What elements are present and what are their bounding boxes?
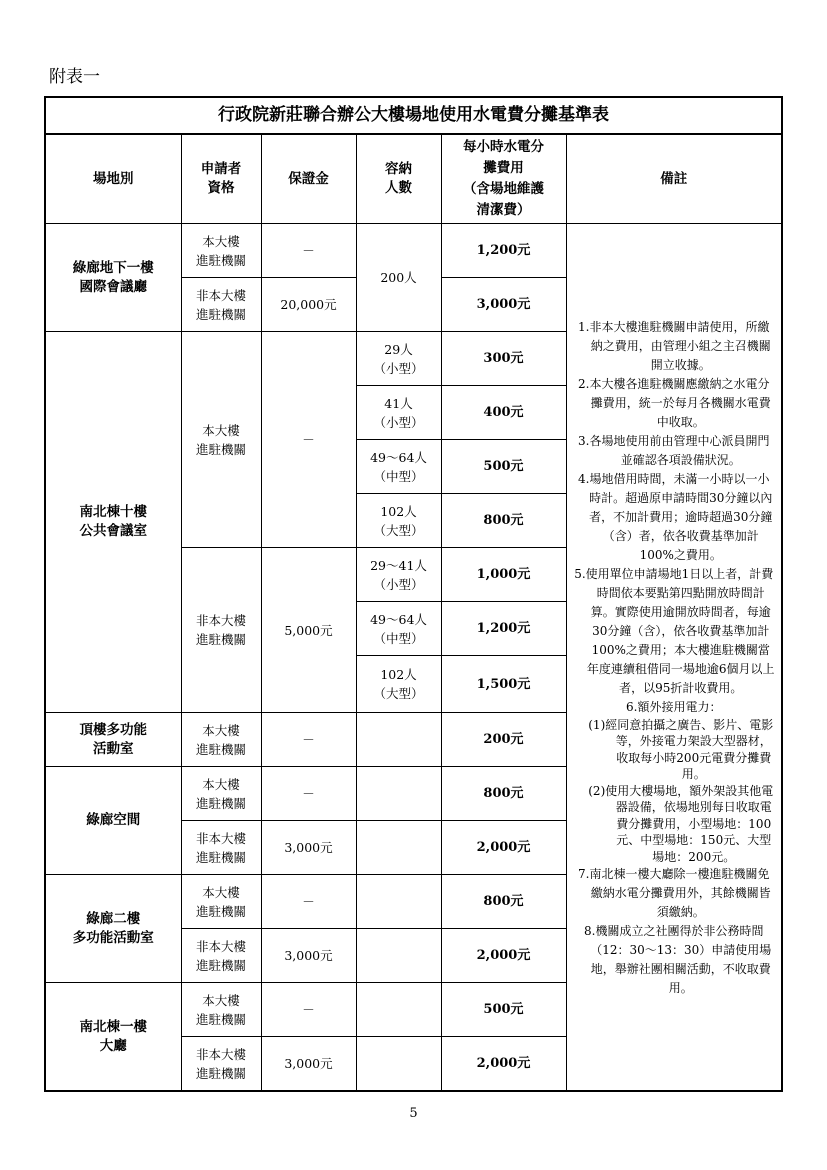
note-6-sub-2: (2)使用大樓場地，額外架設其他電器設備，依場地別每日收取電費分攤費用，小型場地：100元、中型場地：150元、大型場地：200元。 <box>588 783 774 864</box>
deposit-cell: － <box>261 983 356 1037</box>
capacity-cell <box>356 767 441 821</box>
applicant-cell: 本大樓 進駐機關 <box>181 332 261 548</box>
capacity-cell: 41人 （小型） <box>356 386 441 440</box>
fee-table <box>44 96 783 1092</box>
fee-cell: 200元 <box>441 713 566 767</box>
capacity-cell: 29～41人 （小型） <box>356 548 441 602</box>
applicant-cell: 非本大樓 進駐機關 <box>181 548 261 713</box>
header-applicant: 申請者 資格 <box>181 134 261 224</box>
deposit-cell: － <box>261 767 356 821</box>
capacity-cell <box>356 821 441 875</box>
fee-cell: 2,000元 <box>441 1037 566 1092</box>
applicant-cell: 本大樓 進駐機關 <box>181 875 261 929</box>
deposit-cell: 3,000元 <box>261 821 356 875</box>
header-deposit: 保證金 <box>261 134 356 224</box>
capacity-cell <box>356 983 441 1037</box>
applicant-cell: 非本大樓 進駐機關 <box>181 929 261 983</box>
venue-cell: 南北棟一樓 大廳 <box>45 983 181 1092</box>
fee-cell: 2,000元 <box>441 929 566 983</box>
deposit-cell: 3,000元 <box>261 929 356 983</box>
note-4: 4.場地借用時間，未滿一小時以一小時計。超過原申請時間30分鐘以內者，不加計費用；逾時超過30分鐘（含）者，依各收費基準加計100%之費用。 <box>578 471 773 562</box>
applicant-cell: 本大樓 進駐機關 <box>181 983 261 1037</box>
deposit-cell: 20,000元 <box>261 278 356 332</box>
fee-cell: 800元 <box>441 494 566 548</box>
fee-cell: 800元 <box>441 875 566 929</box>
header-capacity: 容納 人數 <box>356 134 441 224</box>
fee-cell: 1,500元 <box>441 656 566 713</box>
capacity-cell: 29人 （小型） <box>356 332 441 386</box>
capacity-cell <box>356 713 441 767</box>
fee-cell: 400元 <box>441 386 566 440</box>
fee-cell: 1,200元 <box>441 602 566 656</box>
venue-cell: 綠廊地下一樓 國際會議廳 <box>45 224 181 332</box>
page-number: 5 <box>409 1106 418 1121</box>
fee-cell: 500元 <box>441 440 566 494</box>
header-notes: 備註 <box>566 134 782 224</box>
applicant-cell: 非本大樓 進駐機關 <box>181 278 261 332</box>
venue-cell: 綠廊二樓 多功能活動室 <box>45 875 181 983</box>
deposit-cell: － <box>261 332 356 548</box>
note-7: 7.南北棟一樓大廳除一樓進駐機關免繳納水電分攤費用外，其餘機關皆須繳納。 <box>578 867 771 920</box>
note-8: 8.機關成立之社團得於非公務時間（12：30～13：30）申請使用場地，舉辦社團相關活動，不收取費用。 <box>584 924 772 996</box>
deposit-cell: 5,000元 <box>261 548 356 713</box>
capacity-cell <box>356 875 441 929</box>
fee-cell: 2,000元 <box>441 821 566 875</box>
applicant-cell: 本大樓 進駐機關 <box>181 713 261 767</box>
fee-cell: 500元 <box>441 983 566 1037</box>
venue-cell: 綠廊空間 <box>45 767 181 875</box>
capacity-cell: 102人 （大型） <box>356 656 441 713</box>
note-1: 1.非本大樓進駐機關申請使用，所繳納之費用，由管理小組之主召機關開立收據。 <box>578 319 771 372</box>
fee-cell: 1,200元 <box>441 224 566 278</box>
applicant-cell: 本大樓 進駐機關 <box>181 767 261 821</box>
capacity-cell: 200人 <box>356 224 441 332</box>
table-row <box>45 224 782 278</box>
notes-cell <box>566 224 782 1092</box>
table-title: 行政院新莊聯合辦公大樓場地使用水電費分攤基準表 <box>45 97 782 134</box>
fee-cell: 1,000元 <box>441 548 566 602</box>
header-venue: 場地別 <box>45 134 181 224</box>
capacity-cell: 49～64人 （中型） <box>356 602 441 656</box>
capacity-cell <box>356 929 441 983</box>
note-6: 6.額外接用電力： <box>626 699 722 714</box>
fee-cell: 300元 <box>441 332 566 386</box>
applicant-cell: 本大樓 進駐機關 <box>181 224 261 278</box>
annex-label: 附表一 <box>49 67 100 87</box>
note-5: 5.使用單位申請場地1日以上者，計費時間依本要點第四點開放時間計算。實際使用逾開放時間者，每逾30分鐘（含），依各收費基準加計100%之費用；本大樓進駐機關當年度連續租借同一場地逾6個月以上者，以95折計收費用。 <box>574 566 775 695</box>
deposit-cell: － <box>261 875 356 929</box>
capacity-cell <box>356 1037 441 1092</box>
venue-cell: 頂樓多功能 活動室 <box>45 713 181 767</box>
header-fee: 每小時水電分 攤費用 （含場地維護 清潔費） <box>441 134 566 224</box>
capacity-cell: 49～64人 （中型） <box>356 440 441 494</box>
note-3: 3.各場地使用前由管理中心派員開門並確認各項設備狀況。 <box>578 433 770 467</box>
capacity-cell: 102人 （大型） <box>356 494 441 548</box>
applicant-cell: 非本大樓 進駐機關 <box>181 821 261 875</box>
fee-cell: 3,000元 <box>441 278 566 332</box>
venue-cell: 南北棟十樓 公共會議室 <box>45 332 181 713</box>
deposit-cell: 3,000元 <box>261 1037 356 1092</box>
header-row <box>45 134 782 224</box>
applicant-cell: 非本大樓 進駐機關 <box>181 1037 261 1092</box>
note-6-sub-1: (1)經同意拍攝之廣告、影片、電影等，外接電力架設大型器材，收取每小時200元電費分攤費用。 <box>588 717 774 782</box>
note-2: 2.本大樓各進駐機關應繳納之水電分攤費用，統一於每月各機關水電費中收取。 <box>578 376 771 429</box>
deposit-cell: － <box>261 224 356 278</box>
deposit-cell: － <box>261 713 356 767</box>
fee-cell: 800元 <box>441 767 566 821</box>
